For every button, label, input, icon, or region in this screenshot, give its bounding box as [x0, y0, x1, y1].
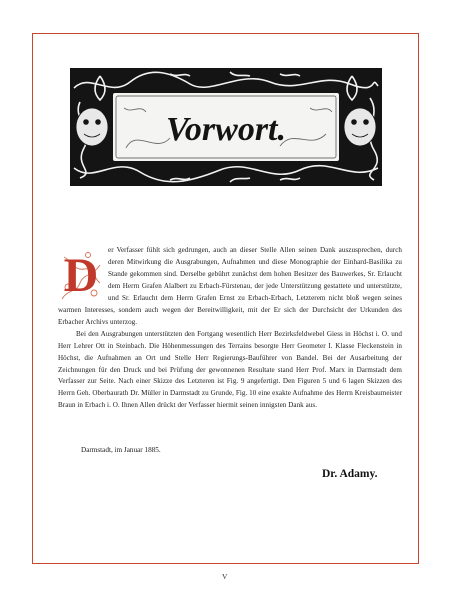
- dropcap-char: D: [63, 249, 99, 302]
- page-number: V: [222, 572, 228, 581]
- paragraph-1: er Verfasser fühlt sich gedrungen, auch an dieser Stelle Allen seinen Dank auszusprechen, durch deren Mitwirkung die Ausgrabungen, Aufnahmen und diese Monographie der Einhard-Basilika zu Stande gekommen sind. Derselbe gebührt zunächst dem hohen Besitzer des Bauwerkes, Sr. Erlaucht dem Herrn Grafen Alalbert zu Erbach-Fürstenau, der jede Unterstützung gestattete und unterstützte, und Sr. Erlaucht dem Herrn Grafen Ernst zu Erbach-Erbach, Letzterem nicht bloß wegen seines warmen Interesses, sondern auch wegen der Bereitwilligkeit, mit der Er sich der Durchsicht der Urkunden des Erbacher Archivs unterzog.: [58, 246, 402, 326]
- signature: Dr. Adamy.: [322, 468, 378, 480]
- place-date: Darmstadt, im Januar 1885.: [81, 446, 161, 454]
- preface-body: [58, 245, 402, 412]
- title-banner: [70, 68, 382, 186]
- page-title: Vorwort.: [166, 111, 286, 148]
- paragraph-2: Bei den Ausgrabungen unterstützten den Fortgang wesentlich Herr Bezirksfeldwebel Giess in Höchst i. O. und Herr Lehrer Ott in Steinbach. Die Höhenmessungen des Terrains besorgte Herr Geometer I. Klasse Fleckenstein in Höchst, die Aufnahmen an Ort und Stelle Herr Regierungs-Bauführer von Bandel. Bei der Ausarbeitung der Zeichnungen für den Druck und bei Prüfung der gewonnenen Resultate stand Herr Prof. Marx in Darmstadt dem Verfasser zur Seite. Nach einer Skizze des Letzteren ist Fig. 9 angefertigt. Den Figuren 5 und 6 lagen Skizzen des Herrn Geh. Oberbaurath Dr. Müller in Darmstadt zu Grunde, Fig. 10 eine exakte Aufnahme des Herrn Kreisbaumeister Braun in Erbach i. O. Ihnen Allen drückt der Verfasser hiermit seinen innigsten Dank aus.: [58, 329, 402, 410]
- dropcap-letter: [58, 247, 104, 303]
